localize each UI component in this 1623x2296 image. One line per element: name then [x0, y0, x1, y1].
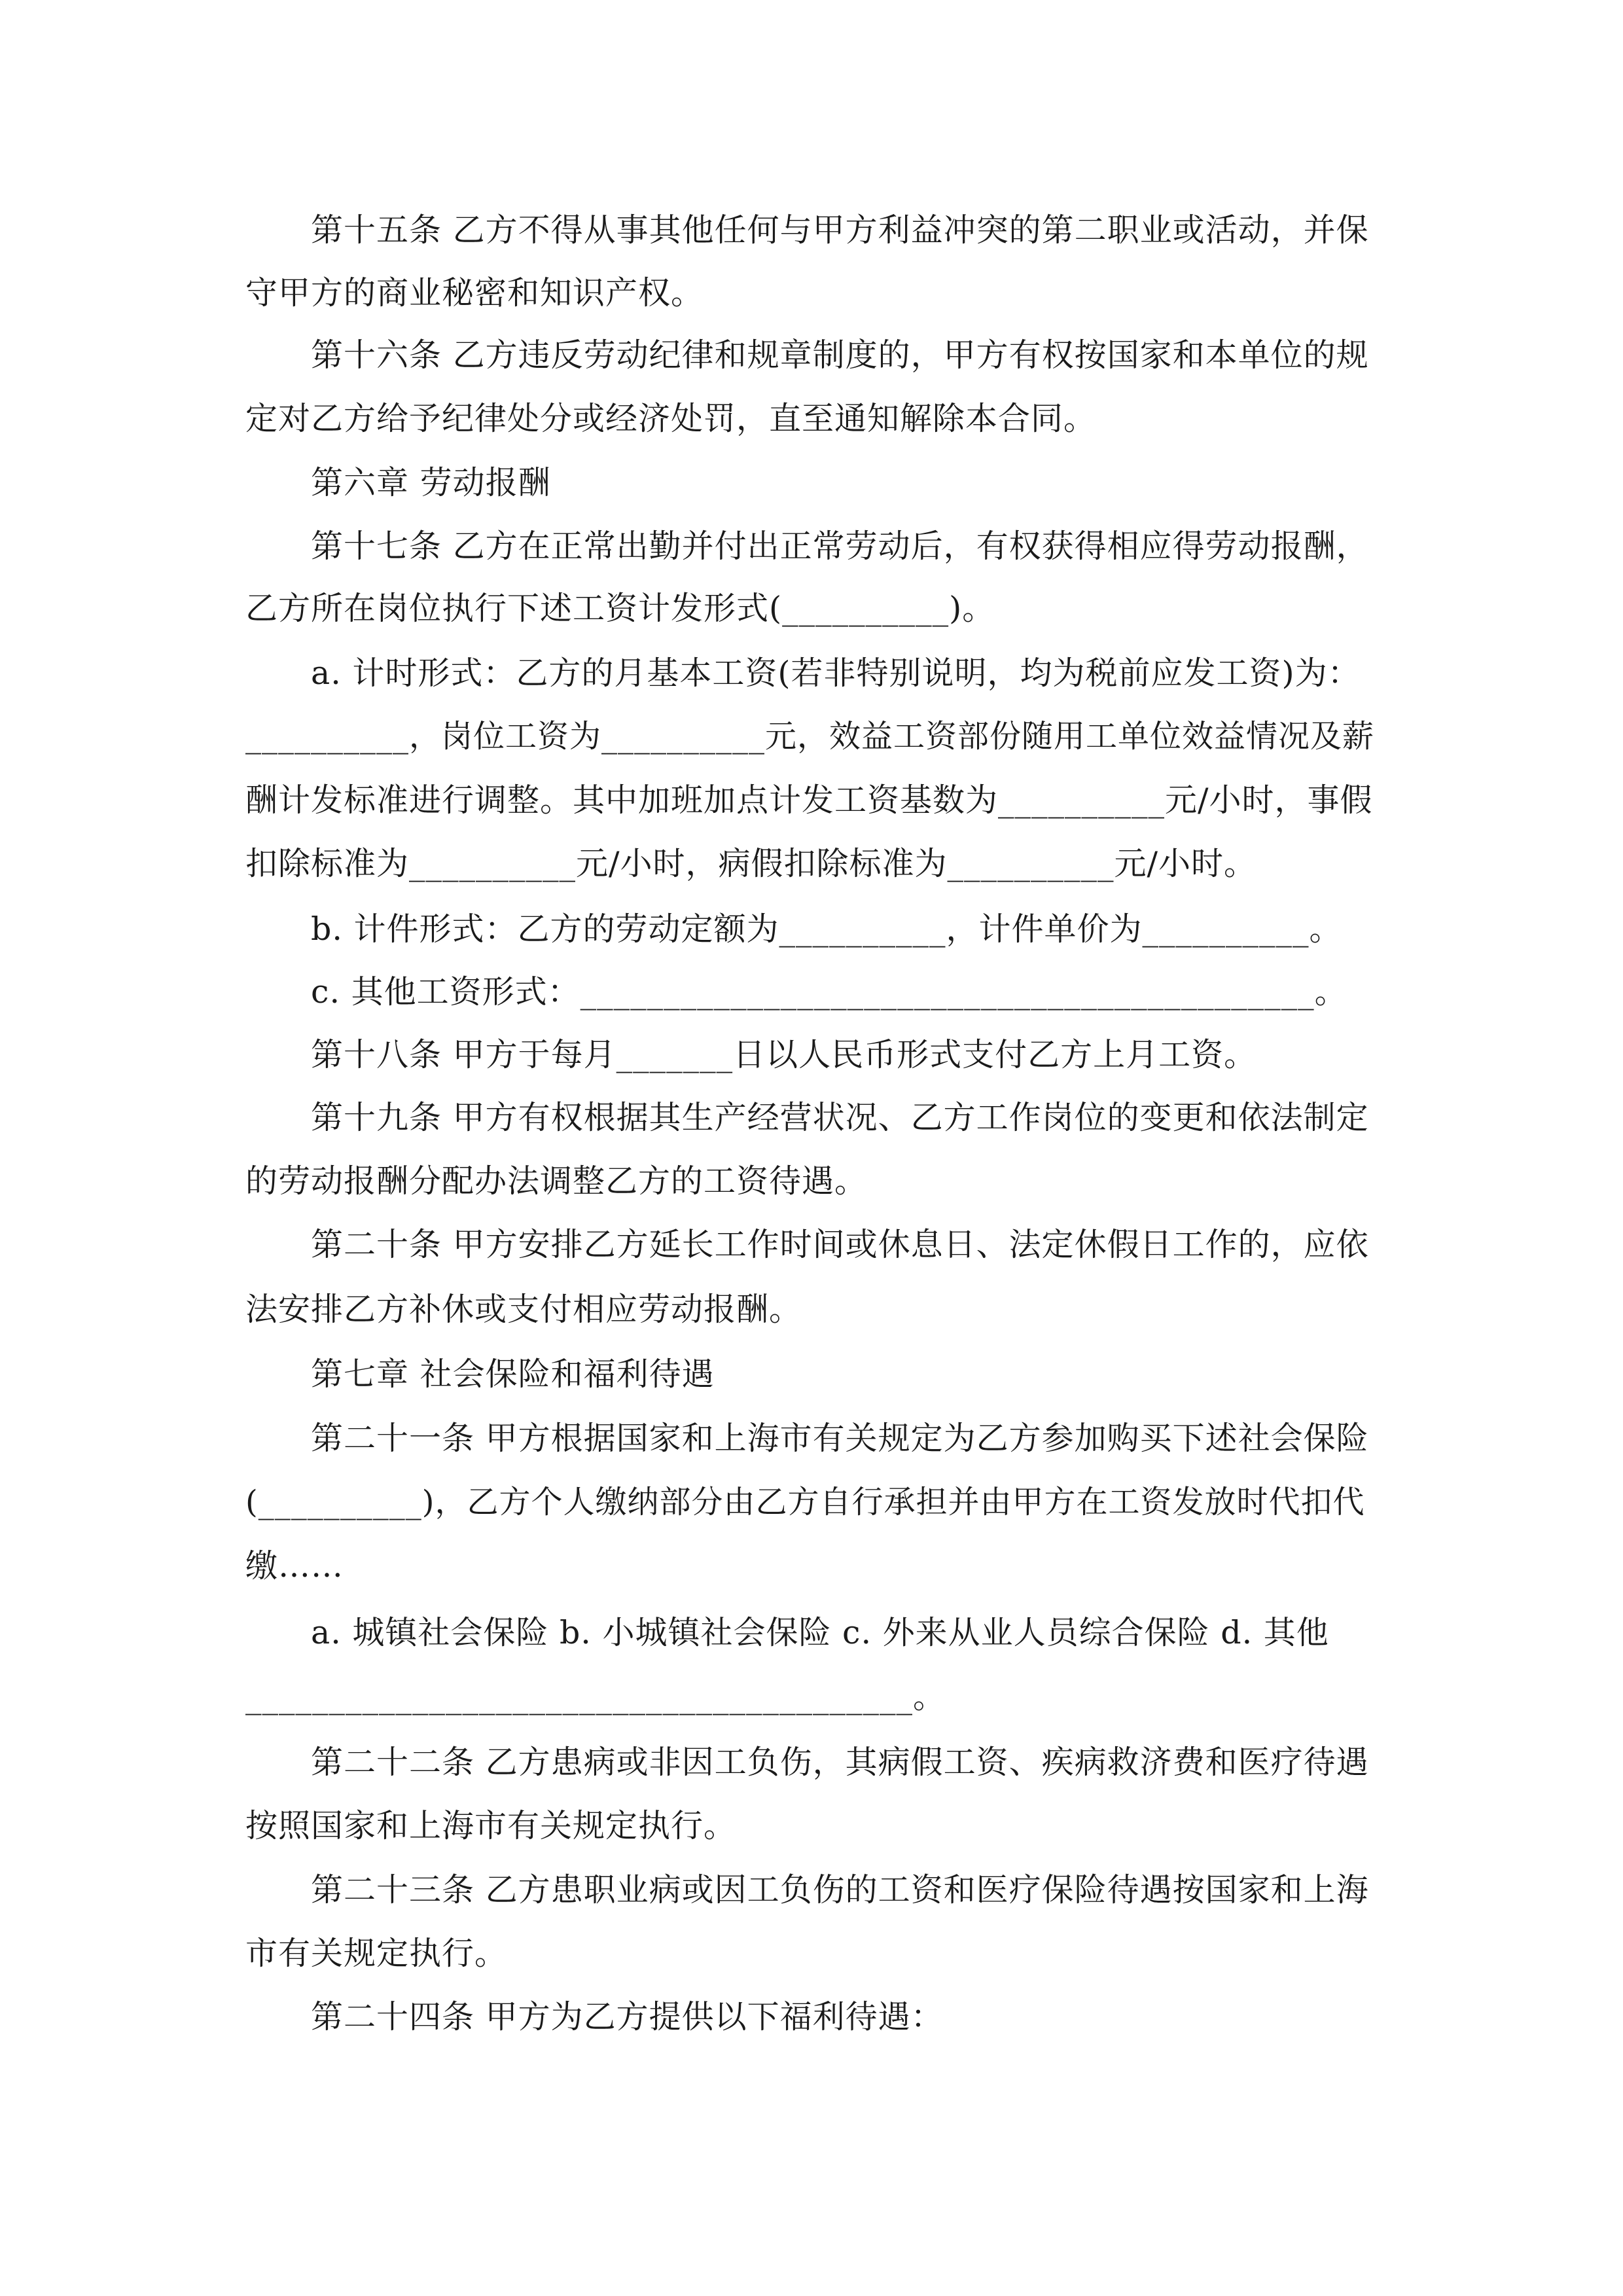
paragraph-line: __________，岗位工资为__________元，效益工资部份随用工单位效益情况及薪	[245, 718, 1375, 755]
paragraph-line: 市有关规定执行。	[245, 1935, 508, 1972]
paragraph-line: ________________________________________。	[245, 1678, 946, 1715]
paragraph-line: 缴……	[245, 1547, 344, 1585]
paragraph-line: 第二十四条 甲方为乙方提供以下福利待遇：	[311, 1998, 944, 2036]
paragraph-line: 按照国家和上海市有关规定执行。	[245, 1807, 737, 1844]
paragraph-line: 法安排乙方补休或支付相应劳动报酬。	[245, 1291, 802, 1328]
paragraph-line: 第十六条 乙方违反劳动纪律和规章制度的，甲方有权按国家和本单位的规	[311, 336, 1369, 374]
paragraph-line: 第十八条 甲方于每月_______日以人民币形式支付乙方上月工资。	[311, 1036, 1257, 1073]
paragraph-line: 第二十二条 乙方患病或非因工负伤，其病假工资、疾病救济费和医疗待遇	[311, 1744, 1369, 1781]
paragraph-line: 第二十一条 甲方根据国家和上海市有关规定为乙方参加购买下述社会保险	[311, 1420, 1369, 1457]
paragraph-line: 酬计发标准进行调整。其中加班加点计发工资基数为__________元/小时，事假	[245, 781, 1373, 819]
paragraph-line: a. 计时形式：乙方的月基本工资(若非特别说明，均为税前应发工资)为：	[311, 655, 1361, 692]
paragraph-line: 的劳动报酬分配办法调整乙方的工资待遇。	[245, 1162, 868, 1200]
paragraph-line: a. 城镇社会保险 b. 小城镇社会保险 c. 外来从业人员综合保险 d. 其他	[311, 1614, 1329, 1651]
paragraph-line: 乙方所在岗位执行下述工资计发形式(__________)。	[245, 590, 995, 627]
paragraph-line: 第十七条 乙方在正常出勤并付出正常劳动后，有权获得相应得劳动报酬，	[311, 528, 1369, 565]
paragraph-line: 守甲方的商业秘密和知识产权。	[245, 274, 704, 312]
paragraph-line: 第二十三条 乙方患职业病或因工负伤的工资和医疗保险待遇按国家和上海	[311, 1871, 1369, 1909]
paragraph-line: 第十五条 乙方不得从事其他任何与甲方利益冲突的第二职业或活动，并保	[311, 211, 1369, 249]
paragraph-line: (__________)，乙方个人缴纳部分由乙方自行承担并由甲方在工资发放时代扣代	[245, 1484, 1365, 1520]
paragraph-line: 第二十条 甲方安排乙方延长工作时间或休息日、法定休假日工作的，应依	[311, 1226, 1369, 1263]
paragraph-line: c. 其他工资形式：____________________________________________。	[311, 973, 1347, 1011]
paragraph-line: b. 计件形式：乙方的劳动定额为__________，计件单价为__________。	[311, 910, 1342, 948]
paragraph-line: 扣除标准为__________元/小时，病假扣除标准为__________元/小时。	[245, 845, 1257, 882]
paragraph-line: 第十九条 甲方有权根据其生产经营状况、乙方工作岗位的变更和依法制定	[311, 1099, 1369, 1136]
chapter-heading: 第七章 社会保险和福利待遇	[311, 1355, 715, 1393]
paragraph-line: 定对乙方给予纪律处分或经济处罚，直至通知解除本合同。	[245, 400, 1097, 437]
chapter-heading: 第六章 劳动报酬	[311, 464, 551, 501]
